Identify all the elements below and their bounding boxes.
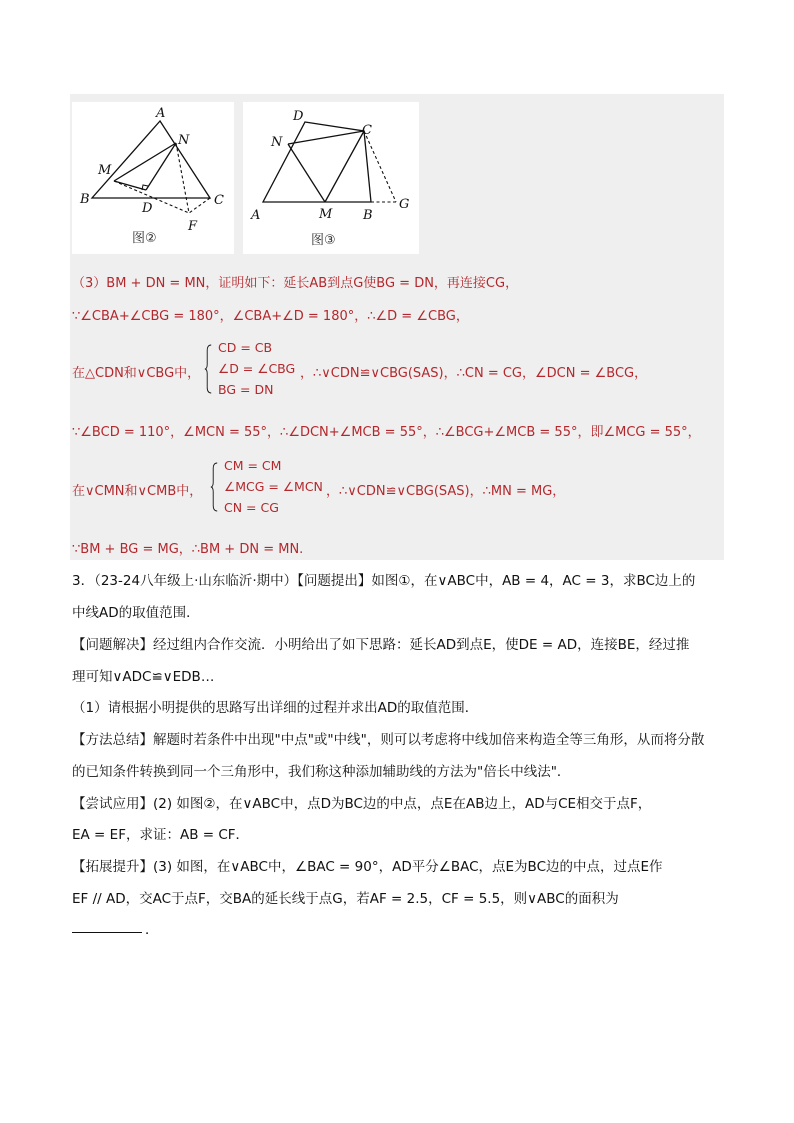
solution-line-4: ∵BM + BG = MG，∴BM + DN = MN. bbox=[72, 542, 304, 557]
fig2-label-N: N bbox=[178, 133, 190, 148]
question-line-6: 【方法总结】解题时若条件中出现"中点"或"中线"，则可以考虑将中线加倍来构造全等三角形，从而将分散 bbox=[72, 732, 705, 748]
question-line-5: （1）请根据小明提供的思路写出详细的过程并求出AD的取值范围． bbox=[72, 700, 479, 716]
block1-case-1: CD = CB bbox=[218, 340, 273, 355]
fig3-label-A: A bbox=[251, 208, 261, 223]
question-line-1: 3．（23-24八年级上·山东临沂·期中）【问题提出】如图①，在∨ABC中，AB = 4，AC = 3，求BC边上的 bbox=[72, 573, 696, 589]
question-line-8: 【尝试应用】(2) 如图②，在∨ABC中，点D为BC边的中点，点E在AB边上，AD与CE相交于点F， bbox=[72, 796, 652, 812]
fig2-label-C: C bbox=[214, 193, 224, 208]
block2-case-1: CM = CM bbox=[224, 458, 282, 473]
question-line-11: EF // AD，交AC于点F，交BA的延长线于点G，若AF = 2.5，CF = 5.5，则∨ABC的面积为 bbox=[72, 891, 619, 907]
fig3-label-D: D bbox=[293, 109, 304, 124]
fig2-label-D: D bbox=[142, 201, 153, 216]
fig3-label-B: B bbox=[363, 208, 373, 223]
question-line-10: 【拓展提升】(3) 如图，在∨ABC中，∠BAC = 90°，AD平分∠BAC，点E为BC边的中点，过点E作 bbox=[72, 859, 663, 875]
question-line-7: 的已知条件转换到同一个三角形中，我们称这种添加辅助线的方法为"倍长中线法"． bbox=[72, 764, 571, 780]
figure-2 bbox=[72, 102, 234, 254]
fig3-caption: 图③ bbox=[311, 233, 336, 248]
fig3-label-C: C bbox=[362, 123, 372, 138]
block1-case-3: BG = DN bbox=[218, 382, 274, 397]
solution-line-1: （3）BM + DN = MN，证明如下：延长AB到点G使BG = DN，再连接CG， bbox=[72, 276, 519, 291]
question-line-4: 理可知∨ADC≌∨EDB… bbox=[72, 669, 215, 685]
fig2-label-F: F bbox=[188, 219, 198, 234]
question-end-mark: ． bbox=[145, 922, 159, 938]
figure-3 bbox=[243, 102, 419, 254]
solution-line-2: ∵∠CBA+∠CBG = 180°，∠CBA+∠D = 180°，∴∠D = ∠CBG， bbox=[72, 309, 469, 324]
fig3-label-N: N bbox=[271, 135, 283, 150]
solution-block1-suffix: ，∴∨CDN≌∨CBG(SAS)，∴CN = CG，∠DCN = ∠BCG， bbox=[300, 366, 648, 381]
brace-icon bbox=[204, 338, 212, 400]
fig2-label-B: B bbox=[80, 192, 90, 207]
block2-case-2: ∠MCG = ∠MCN bbox=[224, 479, 323, 494]
question-line-2: 中线AD的取值范围． bbox=[72, 605, 200, 621]
solution-block2-cases bbox=[210, 456, 330, 520]
fig3-label-M: M bbox=[319, 207, 333, 222]
fig3-label-G: G bbox=[399, 197, 410, 212]
figure-2-diagram bbox=[72, 102, 234, 254]
fig2-label-M: M bbox=[98, 163, 112, 178]
figure-3-diagram bbox=[243, 102, 419, 254]
brace-icon bbox=[210, 456, 218, 518]
block1-case-2: ∠D = ∠CBG bbox=[218, 361, 296, 376]
answer-blank[interactable] bbox=[72, 932, 142, 933]
block2-case-3: CN = CG bbox=[224, 500, 279, 515]
question-line-3: 【问题解决】经过组内合作交流．小明给出了如下思路：延长AD到点E，使DE = AD，连接BE，经过推 bbox=[72, 637, 690, 653]
question-line-9: EA = EF，求证：AB = CF． bbox=[72, 827, 250, 843]
solution-line-3: ∵∠BCD = 110°，∠MCN = 55°，∴∠DCN+∠MCB = 55°，∴∠BCG+∠MCB = 55°，即∠MCG = 55°， bbox=[72, 425, 701, 440]
fig2-caption: 图② bbox=[132, 231, 157, 246]
solution-block2-suffix: ，∴∨CDN≌∨CBG(SAS)，∴MN = MG， bbox=[326, 484, 566, 499]
solution-block2-prefix: 在∨CMN和∨CMB中， bbox=[72, 484, 203, 499]
fig2-label-A: A bbox=[156, 106, 166, 121]
solution-block1-prefix: 在△CDN和∨CBG中， bbox=[72, 366, 201, 381]
